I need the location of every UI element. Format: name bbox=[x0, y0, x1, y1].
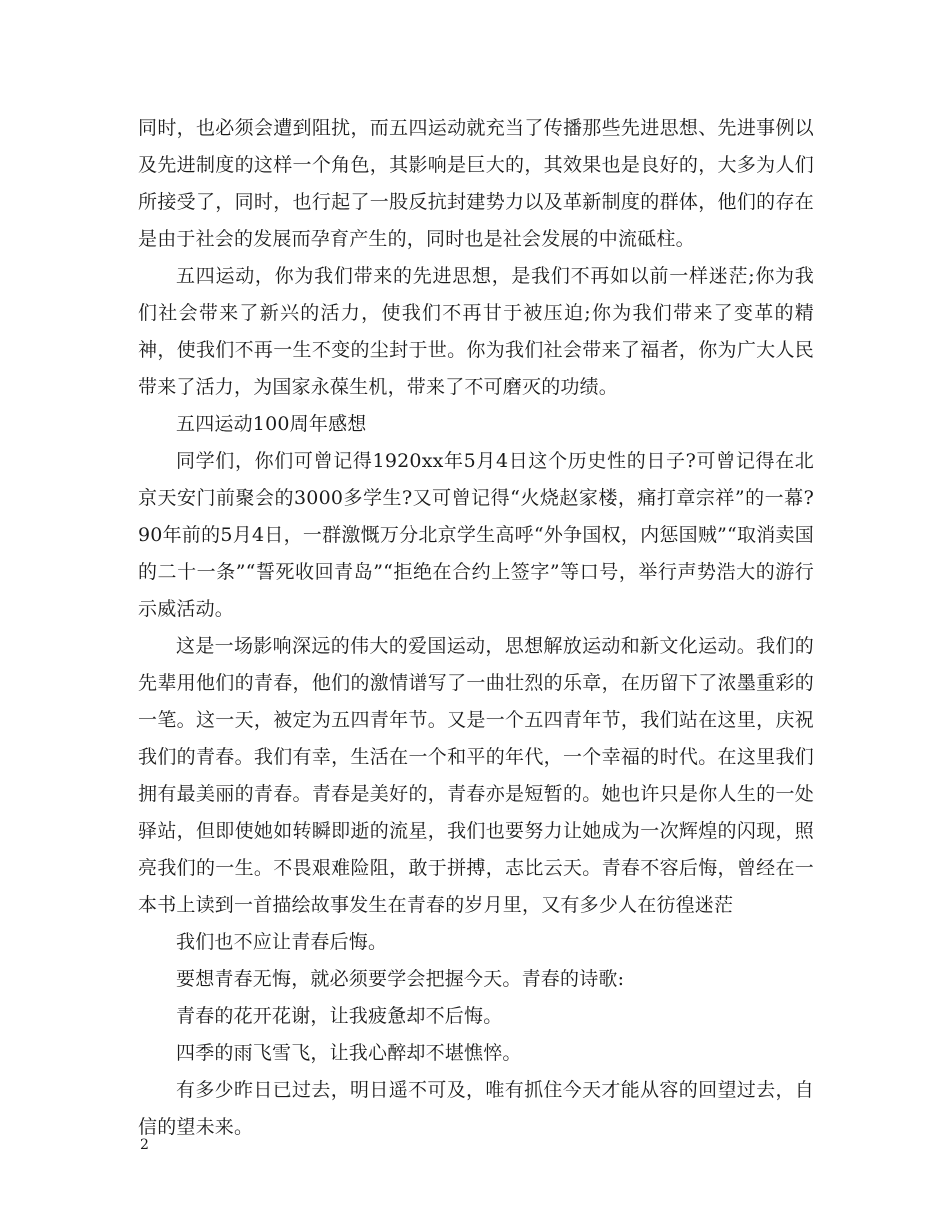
poem-line-2: 四季的雨飞雪飞，让我心醉却不堪憔悴。 bbox=[176, 1042, 522, 1064]
document-body bbox=[138, 110, 814, 1146]
section-heading: 五四运动100周年感想 bbox=[176, 413, 367, 435]
paragraph-3: 同学们，你们可曾记得1920xx年5月4日这个历史性的日子?可曾记得在北京天安门前聚会的3000多学生?又可曾记得“火烧赵家楼，痛打章宗祥”的一幕?90年前的5月4日，一群激慨万分北京学生高呼“外争国权，内惩国贼”“取消卖国的二十一条”“誓死收回青岛”“拒绝在合约上签字”等口号，举行声势浩大的游行示威活动。 bbox=[138, 450, 814, 620]
poem-line-1: 青春的花开花谢，让我疲惫却不后悔。 bbox=[176, 1005, 503, 1027]
paragraph-6: 要想青春无悔，就必须要学会把握今天。青春的诗歌: bbox=[176, 968, 625, 990]
paragraph-2: 五四运动，你为我们带来的先进思想，是我们不再如以前一样迷茫;你为我们社会带来了新兴的活力，使我们不再甘于被压迫;你为我们带来了变革的精神，使我们不再一生不变的尘封于世。你为我们社会带来了福者，你为广大人民带来了活力，为国家永葆生机，带来了不可磨灭的功绩。 bbox=[138, 265, 814, 398]
page-number: 2 bbox=[140, 1137, 149, 1153]
paragraph-7: 有多少昨日已过去，明日遥不可及，唯有抓住今天才能从容的回望过去，自信的望未来。 bbox=[138, 1079, 814, 1138]
paragraph-1: 同时，也必须会遭到阻扰，而五四运动就充当了传播那些先进思想、先进事例以及先进制度的这样一个角色，其影响是巨大的，其效果也是良好的，大多为人们所接受了，同时，也行起了一股反抗封建势力以及革新制度的群体，他们的存在是由于社会的发展而孕育产生的，同时也是社会发展的中流砥柱。 bbox=[138, 117, 814, 250]
paragraph-5: 我们也不应让青春后悔。 bbox=[176, 931, 388, 953]
paragraph-4: 这是一场影响深远的伟大的爱国运动，思想解放运动和新文化运动。我们的先辈用他们的青春，他们的激情谱写了一曲壮烈的乐章，在历留下了浓墨重彩的一笔。这一天，被定为五四青年节。又是一个五四青年节，我们站在这里，庆祝我们的青春。我们有幸，生活在一个和平的年代，一个幸福的时代。在这里我们拥有最美丽的青春。青春是美好的，青春亦是短暂的。她也许只是你人生的一处驿站，但即使她如转瞬即逝的流星，我们也要努力让她成为一次辉煌的闪现，照亮我们的一生。不畏艰难险阻，敢于拼搏，志比云天。青春不容后悔，曾经在一本书上读到一首描绘故事发生在青春的岁月里，又有多少人在彷徨迷茫 bbox=[138, 635, 814, 916]
